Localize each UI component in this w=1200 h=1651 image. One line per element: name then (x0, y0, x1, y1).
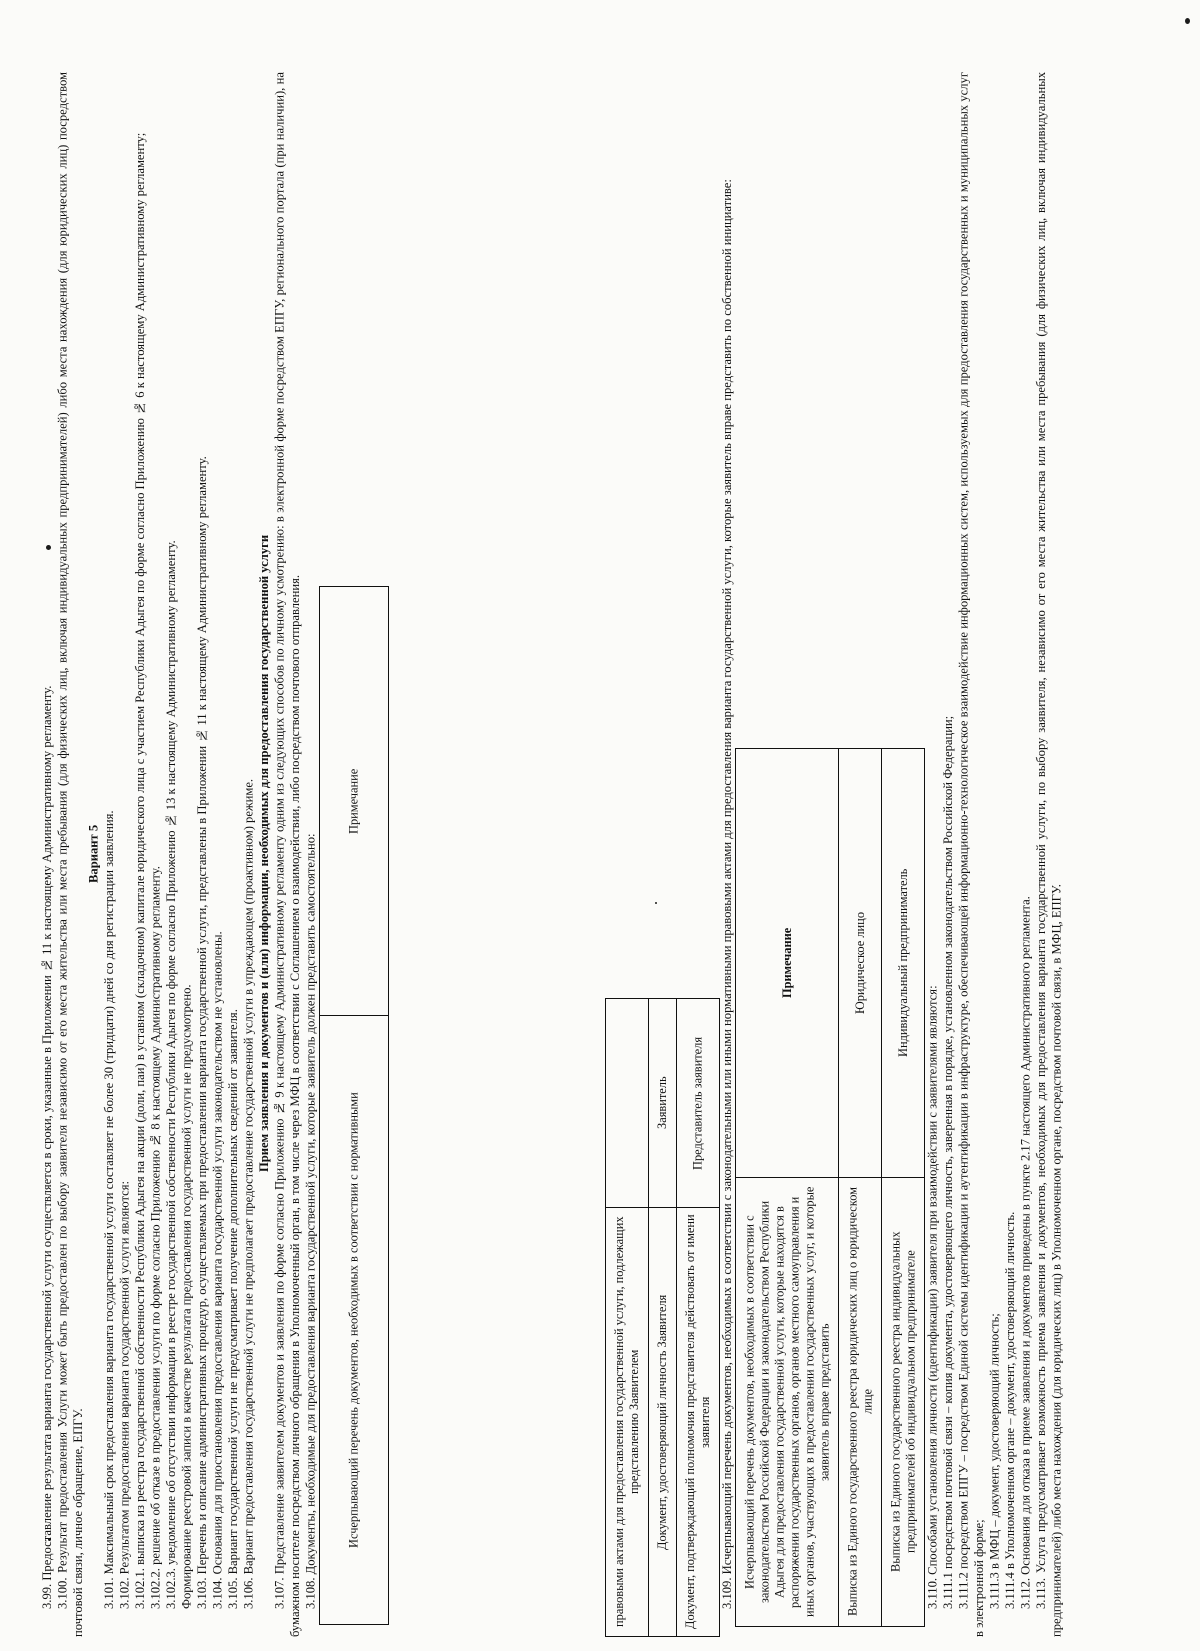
paragraph-3-102-1: 3.102.1. выписка из реестра государственной собственности Республики Адыгея на акции (доли, паи) в уставном (складочном) капитале юридического лица с участием Республики Адыгея по форме согласно Приложению № 6 к настоящему Административному регламенту; (133, 132, 147, 1609)
paragraph-3-103: 3.103. Перечень и описание административных процедур, осуществляемых при предоставлении варианта государственной услуги, представлены в Приложении № 11 к настоящему Административному регламенту. (195, 456, 209, 1609)
paragraph-3-112: 3.112. Основания для отказа в приеме заявления и документов приведены в пункте 2.17 настоящего Административного регламента. (1018, 896, 1033, 1609)
table-header-row (736, 749, 839, 1627)
heading-variant-5: Вариант 5 (86, 824, 101, 883)
paragraph-3-109: 3.109. Исчерпывающий перечень документов, необходимых в соответствии с законодательными или иными нормативными правовыми актами для предоставления варианта государственной услуги, которые заявитель вправе представить по собственной инициативе: (720, 179, 734, 1609)
right-page-text (605, 72, 1150, 1637)
right-page (605, 60, 1150, 1637)
paragraph-3-104: 3.104. Основания для приостановления предоставления варианта государственной услуги законодательством не установлены. (210, 931, 225, 1609)
paragraph-3-111-1: 3.111.1 посредством почтовой связи – копия документа, удостоверяющего личность, заверенная в порядке, установленном законодательством Российской Федерации; (941, 715, 955, 1609)
table-row (649, 999, 677, 1637)
paragraph-3-99: 3.99. Предоставление результата варианта государственной услуги осуществляется в сроки, указанные в Приложении № 11 к настоящему Административному регламенту. (40, 685, 54, 1609)
paragraph-3-106: 3.106. Вариант предоставления государственной услуги не предполагает предоставление государственной услуги в упреждающем (проактивном) режиме. (241, 778, 256, 1609)
optional-documents-table (736, 748, 926, 1627)
table-cell-document: Документ, удостоверяющий личность Заявителя (649, 1208, 677, 1637)
documents-table-continued (605, 998, 720, 1637)
table-cell-document: Документ, подтверждающий полномочия представителя действовать от имени заявителя (677, 1208, 720, 1637)
table-header-documents: Исчерпывающий перечень документов, необходимых в соответствии с законодательством Российской Федерации и законодательством Республики Адыгея для предоставления государственной услуги, которые находятся в распоряжении государственных органов, органов местного самоуправления и иных органов, участвующих в предоставлении государственных услуг, и которые заявитель вправе представить (736, 1178, 839, 1627)
paragraph-3-100: 3.100. Результат предоставления Услуги может быть предоставлен по выбору заявителя независимо от его места жительства или места пребывания (для физических лиц, включая индивидуальных предпринимателей) либо места нахождения (для юридических лиц) посредством почтовой связи, личное обращение, ЕПГУ. (55, 72, 85, 1637)
paragraph-3-101: 3.101. Максимальный срок предоставления варианта государственной услуги составляет не более 30 (тридцати) дней со дня регистрации заявления. (102, 810, 116, 1609)
paragraph-3-108: 3.108. Документы, необходимые для предоставления варианта государственной услуги, которые заявитель должен представить самостоятельно: (303, 833, 318, 1609)
paragraph-3-111-3: 3.111.3 в МФЦ – документ, удостоверяющий личность; (987, 1313, 1002, 1609)
table-header-note: Примечание (736, 749, 839, 1178)
table-cell-document: правовыми актами для предоставления государственной услуги, подлежащих представлению Заявителем (606, 1208, 649, 1637)
paragraph-3-111-2: 3.111.2 посредством ЕПГУ – посредством Единой системы идентификации и аутентификации в инфраструктуре, обеспечивающей информационно-технологическое взаимодействие информационных систем, используемых для предоставления государственных и муниципальных услуг в электронной форме; (956, 72, 986, 1637)
table-cell-note: Индивидуальный предприниматель (882, 749, 925, 1178)
table-header-row (320, 587, 389, 1625)
table-row (839, 749, 882, 1627)
table-cell-note (606, 999, 649, 1208)
table-cell-note: Заявитель (649, 999, 677, 1208)
table-cell-note: Юридическое лицо (839, 749, 882, 1178)
scan-speck (1185, 18, 1190, 24)
table-cell-note: Представитель заявителя (677, 999, 720, 1208)
heading-documents-intake: Прием заявления и документов и (или) информации, необходимых для предоставления государственной услуги (257, 534, 271, 1173)
table-row (882, 749, 925, 1627)
paragraph-3-102-2: 3.102.2. решение об отказе в предоставлении услуги по форме согласно Приложению № 8 к настоящему Административному регламенту. (148, 866, 163, 1609)
paragraph-3-102-3: 3.102.3. уведомление об отсутствии информации в реестре государственной собственности Республики Адыгея по форме согласно Приложению № 13 к настоящему Административному регламенту. (164, 540, 178, 1609)
paragraph-3-105: 3.105. Вариант государственной услуги не предусматривает получение дополнительных сведений от заявителя. (226, 1009, 240, 1609)
left-page (40, 60, 560, 1637)
table-row (606, 999, 649, 1637)
left-page-text (40, 72, 560, 1637)
table-header-documents: Исчерпывающий перечень документов, необходимых в соответствии с нормативными (320, 1016, 389, 1625)
paragraph-3-102: 3.102. Результатом предоставления варианта государственной услуги являются: (117, 1180, 132, 1609)
table-cell-document: Выписка из Единого государственного реестра индивидуальных предпринимателей об индивидуальном предпринимателе (882, 1178, 925, 1627)
paragraph-3-110: 3.110. Способами установления личности (идентификации) заявителя при взаимодействии с заявителями являются: (925, 985, 940, 1609)
paragraph-3-113: 3.113. Услуга предусматривает возможность приема заявления и документов, необходимых для предоставления варианта государственной услуги, по выбору заявителя, независимо от его места жительства или места пребывания (для физических лиц, включая индивидуальных предпринимателей) либо места нахождения (для юридических лиц) в Уполномоченном органе, посредством почтовой связи, в МФЦ, ЕПГУ. (1034, 72, 1064, 1637)
documents-table-start (319, 586, 389, 1625)
table-cell-document: Выписка из Единого государственного реестра юридических лиц о юридическом лице (839, 1178, 882, 1627)
table-row (677, 999, 720, 1637)
table-header-note: Примечание (320, 587, 389, 1016)
paragraph-3-111-4: 3.111.4 в Уполномоченном органе – документ, удостоверяющий личность. (1003, 1211, 1017, 1609)
paragraph-3-107: 3.107. Представление заявителем документов и заявления по форме согласно Приложению № 9 к настоящему Административному регламенту одним из следующих способов по личному усмотрению: в электронной форме посредством ЕПГУ, регионального портала (при наличии), на бумажном носителе посредством личного обращения в Уполномоченный орган, в том числе через МФЦ в соответствии с Соглашением о взаимодействии, либо посредством почтового отправления. (272, 72, 302, 1637)
paragraph-registry-record: Формирование реестровой записи в качестве результата предоставления государственной услуги не предусмотрено. (179, 984, 194, 1609)
